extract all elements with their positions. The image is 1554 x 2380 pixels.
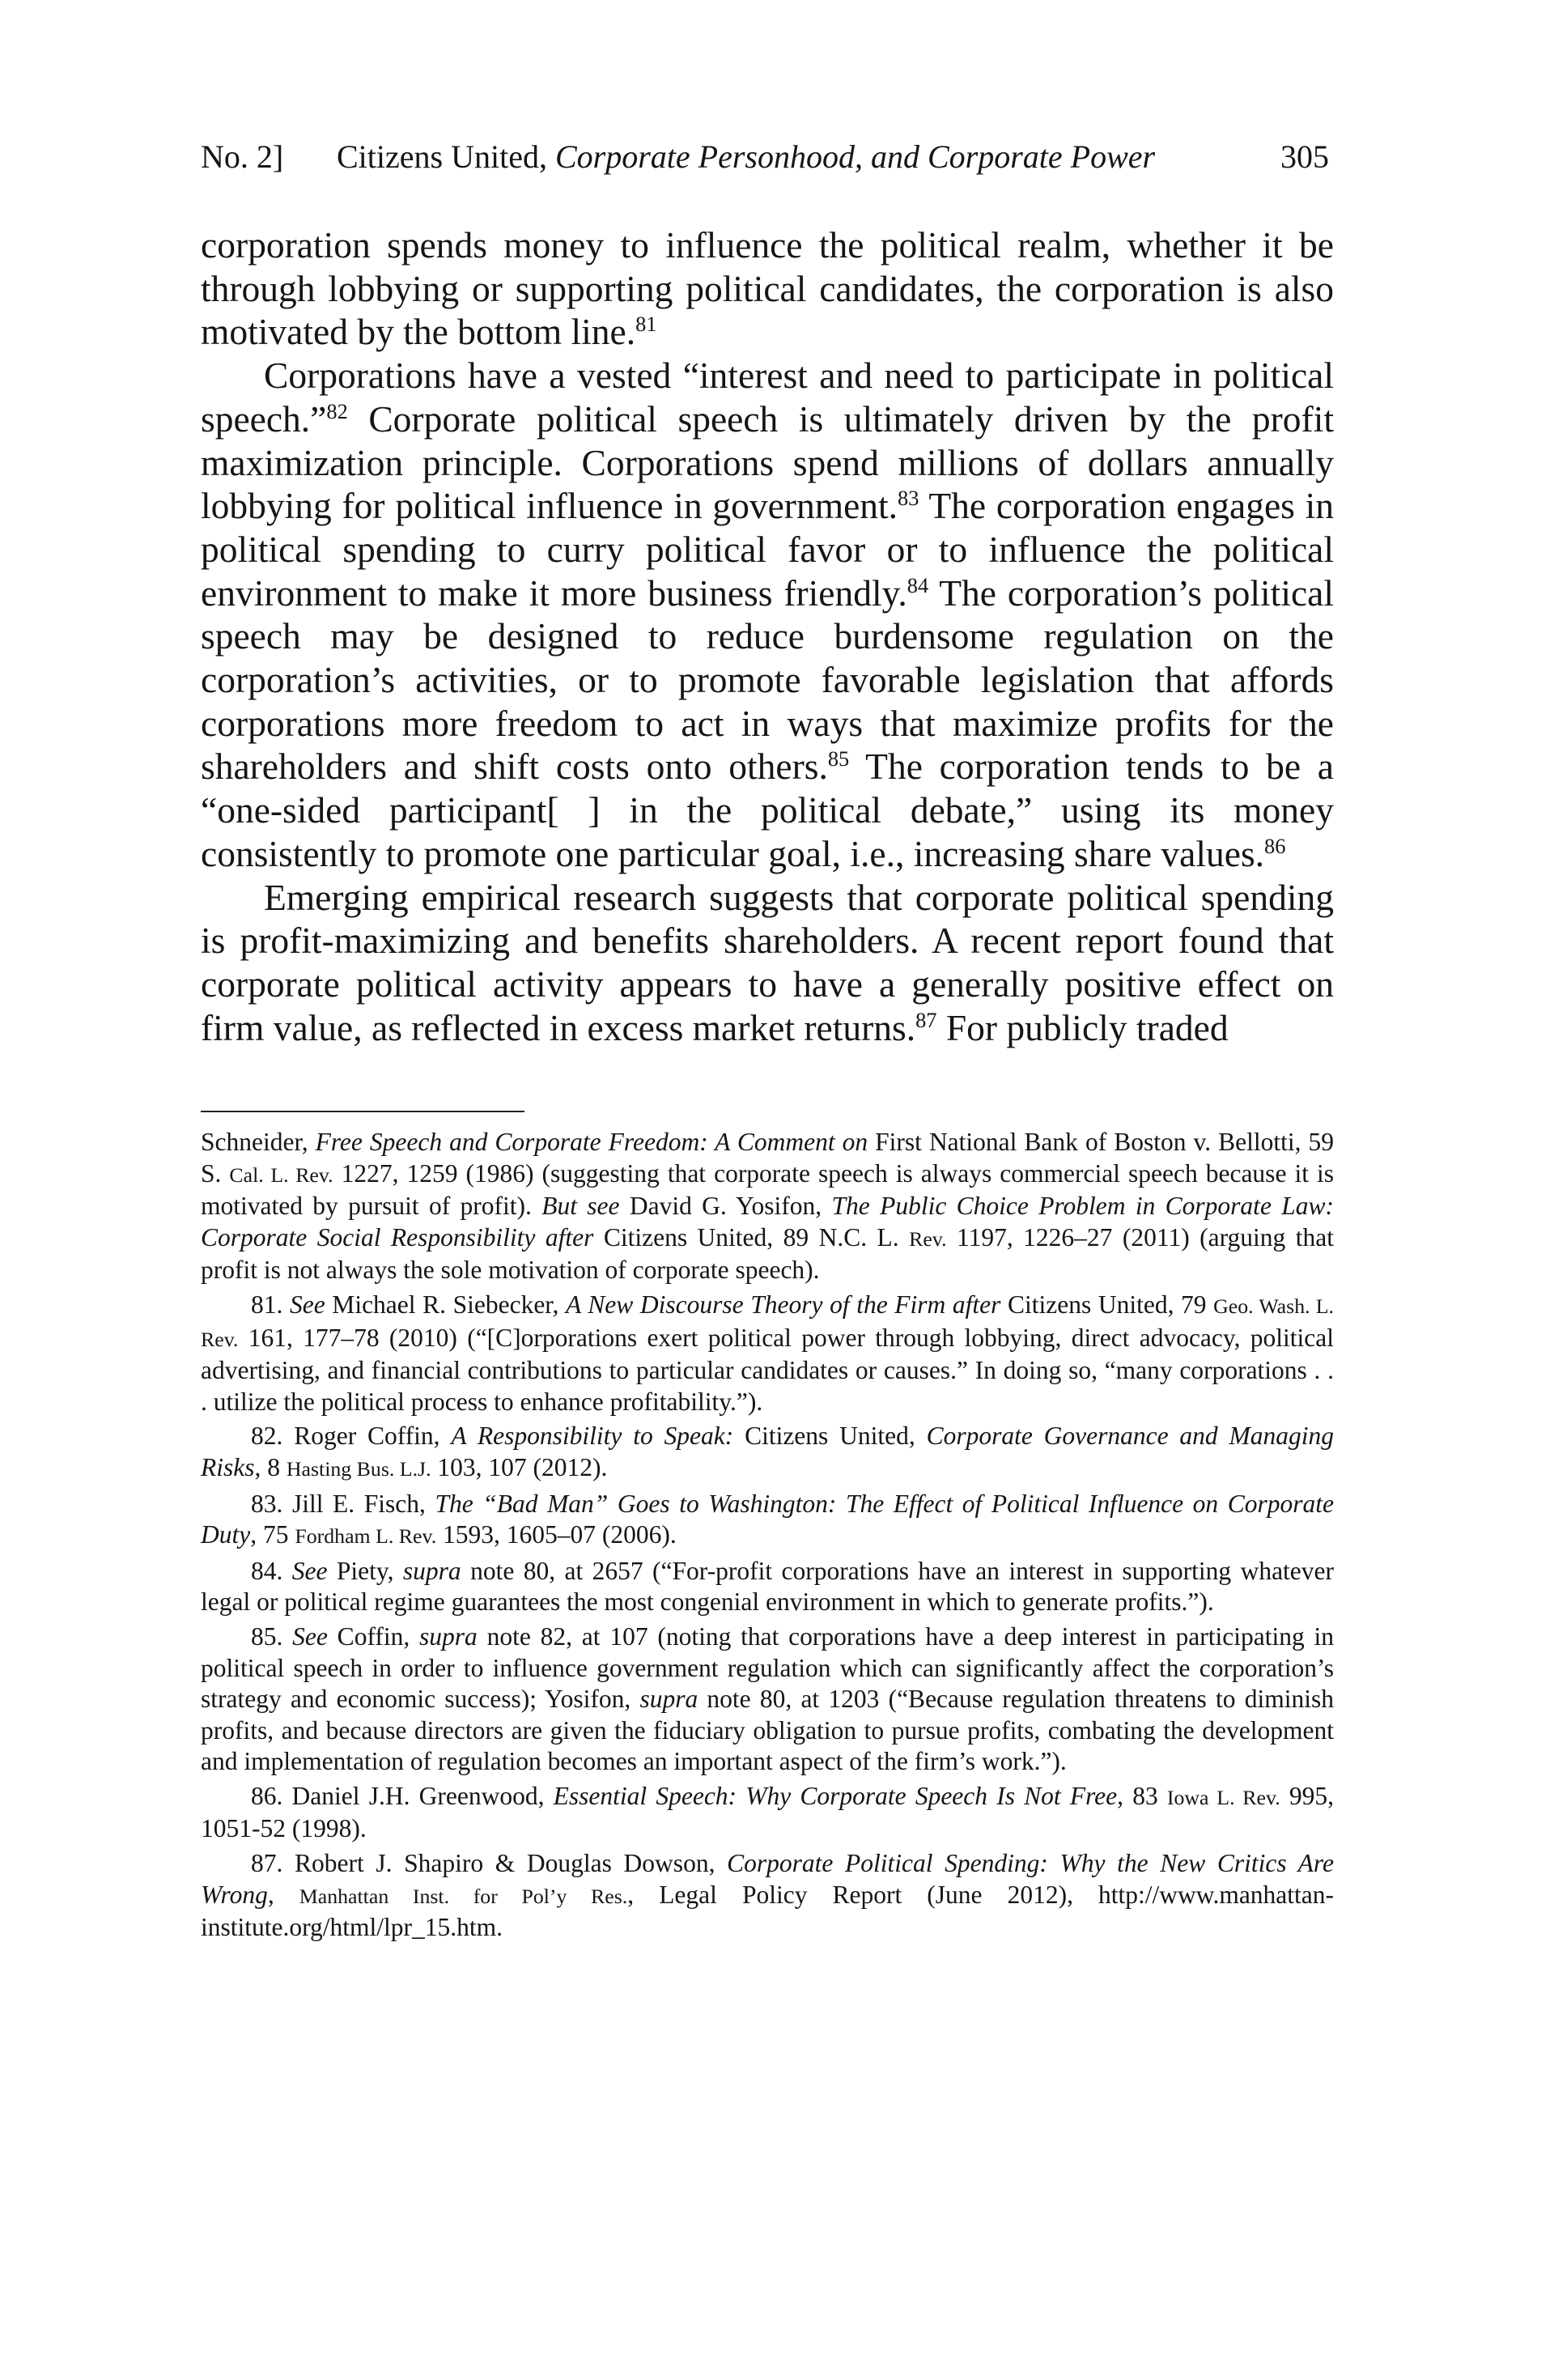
footnote-number: 86. (251, 1781, 283, 1810)
running-title-italic: Corporate Personhood, and Corporate Power (554, 138, 1156, 175)
fn-italic: A Responsibility to Speak: (451, 1422, 734, 1451)
fn-italic: supra (419, 1621, 478, 1651)
fn-text: 1593, 1605–07 (2006). (436, 1520, 677, 1549)
paragraph-2-text-d: The corporation’s political speech may be designed to reduce burdensome regulation on the corporation’s activities, or to promote favorable legislation that affords corporations more freedom to act in ways that maximize profits for the shareholders and shift costs onto others. (201, 572, 1334, 788)
paragraph-2-text-e: The corporation tends to be a “one-sided participant[ ] in the political debate,” using its money consistently to promote one particular goal, i.e., increasing share values. (201, 746, 1335, 874)
fn-text: , (267, 1880, 299, 1909)
fn-smallcaps: Rev. (909, 1226, 947, 1251)
fn-text: Daniel J.H. Greenwood, (282, 1781, 554, 1810)
fn-text: Citizens United, 79 (1000, 1290, 1214, 1319)
fn-italic: Essential Speech: Why Corporate Speech Is Not Free (553, 1781, 1118, 1810)
fn-text: Citizens United, (733, 1422, 927, 1451)
footnote-87 (201, 1848, 1334, 1944)
paragraph-3-text-b: For publicly traded (936, 1006, 1229, 1048)
footnote-ref-81[interactable]: 81 (635, 312, 657, 337)
footnote-81 (201, 1290, 1334, 1417)
fn-text: , Legal Policy Report (June 2012), http://www.manhattan-institute.org/html/lpr_15.htm. (201, 1880, 1335, 1942)
fn-text: , 83 (1117, 1781, 1167, 1810)
fn-text: Piety, (327, 1556, 403, 1585)
footnote-divider (201, 1111, 524, 1112)
footnote-84 (201, 1556, 1334, 1618)
footnote-ref-84[interactable]: 84 (906, 572, 929, 597)
fn-text: , 75 (250, 1520, 295, 1549)
footnote-ref-85[interactable]: 85 (827, 746, 850, 771)
footnote-86 (201, 1781, 1334, 1845)
fn-smallcaps: Cal. L. Rev. (229, 1162, 333, 1187)
footnote-ref-83[interactable]: 83 (898, 486, 919, 511)
paragraph-1-text: corporation spends money to influence the political realm, whether it be through lobbying or supporting political candidates, the corporation is also motivated by the bottom line. (201, 224, 1334, 353)
fn-italic: But see (541, 1192, 620, 1221)
footnote-number: 82. (251, 1422, 283, 1451)
fn-text: David G. Yosifon, (619, 1192, 832, 1221)
fn-italic: supra (402, 1556, 461, 1585)
fn-italic: supra (639, 1685, 698, 1714)
fn-text: Michael R. Siebecker, (325, 1290, 567, 1319)
fn-italic: Corporate Governance and Managing Risks (201, 1422, 1334, 1481)
paragraph-2-text-c: The corporation engages in political spending to curry political favor or to influence the political environment to make it more business friendly. (201, 485, 1334, 614)
fn-smallcaps: Hasting Bus. L.J. (286, 1456, 431, 1481)
footnote-number: 87. (251, 1849, 283, 1878)
fn-smallcaps: Iowa L. Rev. (1166, 1785, 1280, 1809)
fn-italic: A New Discourse Theory of the Firm after (566, 1290, 1001, 1319)
running-title (337, 138, 1155, 176)
fn-text: note 80, at 2657 (“For-profit corporations have an interest in supporting whatever legal or political regime guarantees the most congenial environment in which to generate profits.”). (201, 1556, 1334, 1617)
fn-text: Roger Coffin, (282, 1422, 452, 1451)
fn-italic: See (292, 1621, 328, 1651)
fn-smallcaps: Fordham L. Rev. (295, 1524, 437, 1549)
footnote-ref-87[interactable]: 87 (915, 1007, 937, 1032)
footnote-continuation (201, 1127, 1334, 1286)
footnote-number: 85. (251, 1621, 283, 1651)
fn-text: note 80, at 1203 (“Because regulation threatens to diminish profits, and because directors are given the fiduciary obligation to pursue profits, combating the development and implementation of regulation becomes an important aspect of the firm’s work.”). (201, 1685, 1334, 1776)
fn-italic: See (291, 1556, 328, 1585)
fn-smallcaps: Geo. Wash. L. Rev. (201, 1294, 1334, 1351)
fn-text: Schneider, (201, 1128, 316, 1156)
footnote-ref-86[interactable]: 86 (1264, 833, 1286, 858)
issue-number: No. 2] (201, 138, 284, 175)
footnote-ref-82[interactable]: 82 (326, 398, 348, 423)
paragraph-2-text-a: Corporations have a vested “interest and need to participate in political speech.” (201, 355, 1334, 440)
fn-text: Coffin, (327, 1621, 420, 1651)
fn-italic: Corporate Political Spending: Why the New Critics Are Wrong (201, 1849, 1334, 1909)
fn-text: 1197, 1226–27 (2011) (arguing that profit is not always the sole motivation of corporate speech). (201, 1222, 1334, 1285)
fn-text: 161, 177–78 (2010) (“[C]orporations exert political power through lobbying, direct advocacy, political advertising, and financial contributions to particular candidates or causes.” In doing so, “many corporations . . . utilize the political process to enhance profitability.”). (201, 1323, 1334, 1416)
paragraph-3 (201, 876, 1334, 1050)
fn-text: , 8 (254, 1452, 287, 1481)
fn-text: Citizens United, 89 N.C. L. (593, 1222, 910, 1252)
footnote-number: 84. (251, 1556, 283, 1585)
footnote-number: 81. (251, 1290, 283, 1319)
fn-smallcaps: Manhattan Inst. for Pol’y Res. (299, 1884, 628, 1908)
paragraph-1 (201, 223, 1334, 354)
fn-text: 995, 1051-52 (1998). (201, 1781, 1334, 1843)
paragraph-2-text-b: Corporate political speech is ultimately driven by the profit maximization principle. Corporations spend millions of dollars annually lobbying for political influence in government. (201, 397, 1334, 527)
page-number: 305 (1280, 138, 1329, 175)
running-title-prefix: Citizens United, (337, 138, 547, 175)
fn-italic: See (289, 1290, 325, 1319)
fn-text: Jill E. Fisch, (282, 1489, 435, 1518)
footnote-number: 83. (251, 1489, 283, 1518)
fn-italic: The Public Choice Problem in Corporate Law: Corporate Social Responsibility after (201, 1192, 1335, 1252)
footnotes (201, 1127, 1334, 1947)
paragraph-2 (201, 354, 1334, 875)
fn-text: First National Bank of Boston v. Bellotti, 59 S. (201, 1128, 1334, 1188)
fn-text: 103, 107 (2012). (431, 1452, 608, 1481)
footnote-82 (201, 1421, 1334, 1485)
footnote-85 (201, 1621, 1334, 1778)
footnote-83 (201, 1489, 1334, 1553)
fn-text: 1227, 1259 (1986) (suggesting that corporate speech is always commercial speech because it is motivated by pursuit of profit). (201, 1158, 1334, 1221)
fn-text: Robert J. Shapiro & Douglas Dowson, (282, 1849, 728, 1878)
body-text (201, 223, 1334, 1049)
fn-italic: The “Bad Man” Goes to Washington: The Effect of Political Influence on Corporate Duty (201, 1489, 1335, 1549)
fn-text: note 82, at 107 (noting that corporations have a deep interest in participating in political speech in order to influence government regulation which can significantly affect the corporation’s strategy and economic success); Yosifon, (201, 1621, 1334, 1714)
paragraph-3-text-a: Emerging empirical research suggests that corporate political spending is profit-maximizing and benefits shareholders. A recent report found that corporate political activity appears to have a generally positive effect on firm value, as reflected in excess market returns. (201, 876, 1334, 1048)
fn-italic: Free Speech and Corporate Freedom: A Comment on (315, 1128, 868, 1156)
